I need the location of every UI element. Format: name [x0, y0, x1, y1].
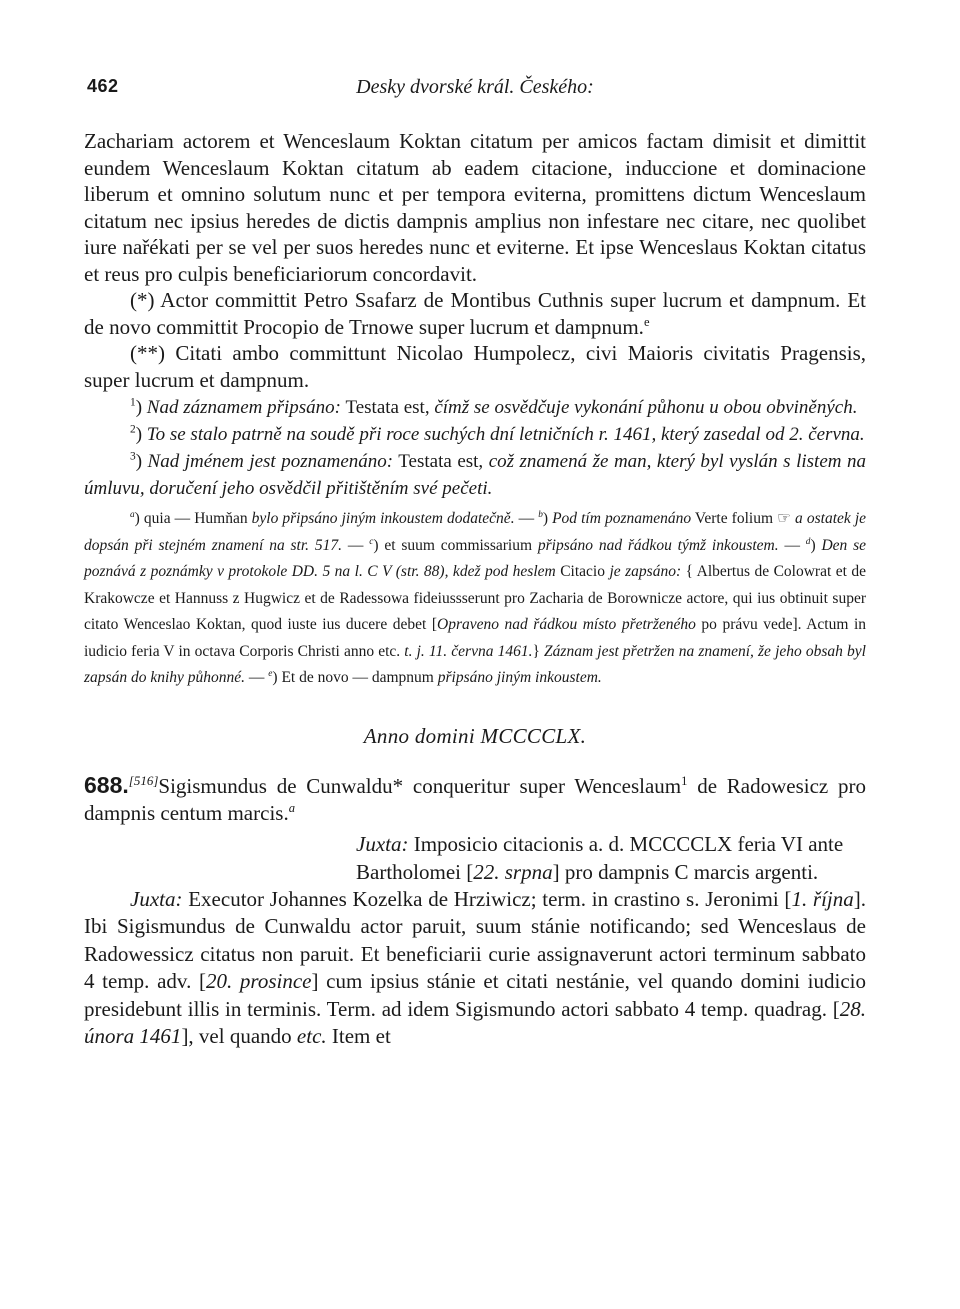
juxta-text: ] pro dampnis C marcis argenti.	[552, 859, 819, 884]
page	[84, 76, 866, 1051]
footnote-italic: Nad záznamem připsáno:	[146, 397, 342, 418]
variant-mark: e	[268, 668, 273, 679]
entry-heading	[84, 767, 866, 828]
juxta-text: ], vel quando	[181, 1024, 292, 1048]
footnote-italic: Nad jménem jest poznamenáno:	[147, 451, 394, 472]
footnote-italic: čímž se osvědčuje vykonání půhonu u obou obviněných.	[434, 397, 858, 418]
footnote-mark: 3	[130, 450, 136, 463]
paragraph-2	[84, 287, 866, 340]
page-number: 462	[87, 76, 119, 96]
vn-italic: Záznam jest přetržen na znamení, že jeho obsah byl zapsán do knihy půhonné.	[84, 642, 866, 686]
note-mark: (**)	[130, 341, 165, 365]
vn-roman: quia — Humňan	[143, 510, 248, 527]
juxta-block-2	[84, 886, 866, 1051]
paragraph-1: Zachariam actorem et Wenceslaum Koktan citatum per amicos factam dimisit et dimittit eundem Wenceslaum Koktan citatum ab eadem citacione, induccione et dominacione liberum et omnino solutum nunc et per tempora eviterna, promittens dictum Wenceslaum citatum nec ipsius heredes de dictis dampnis amplius non infestare nec citare, nec quolibet iure nařékati per se vel per suos heredes nunc et eviterne. Et ipse Wenceslaus Koktan citatus et reus pro culpis beneficiariorum concordavit.	[84, 129, 866, 286]
juxta-date: 22. srpna	[473, 859, 553, 884]
footnote-3: $^3$) Nad jménem jest poznamenáno: Testata est, což znamená že man, který byl vyslán s listem na úmluvu, doručení jeho osvědčil přitištěním své pečeti.	[84, 450, 866, 499]
juxta-label: Juxta:	[356, 831, 409, 856]
variant-mark: b	[538, 509, 543, 520]
vn-roman: po právu vede]. Actum in iudicio feria V in octava Corporis Christi anno etc.	[84, 616, 866, 660]
vn-italic: Opraveno nad řádkou místo přetrženého	[437, 616, 696, 633]
footnote-roman: Testata est,	[345, 397, 430, 418]
footnote-mark: 1	[130, 396, 136, 409]
running-head: Desky dvorské král. Českého:	[356, 76, 594, 98]
entry-ref: [516]	[128, 772, 159, 788]
page-header	[84, 76, 866, 104]
juxta-etc: etc.	[296, 1024, 327, 1048]
footnote-2: $^2$) To se stalo patrně na soudě při roce suchých dní letničních r. 1461, který zasedal od 2. června.	[130, 423, 865, 445]
vn-italic: bylo připsáno jiným inkoustem dodatečně.	[251, 510, 515, 527]
juxta-label: Juxta:	[130, 886, 183, 911]
variant-mark: a	[288, 801, 295, 815]
juxta-date: 28. února 1461	[84, 996, 866, 1048]
vn-roman: et suum commissarium	[384, 536, 533, 554]
main-text	[84, 128, 866, 393]
variant-mark: d	[805, 536, 811, 547]
footnote-mark: 1	[681, 773, 688, 788]
variant-mark-e: e	[643, 314, 650, 329]
juxta-date: 1. října	[791, 886, 854, 911]
variant-notes	[84, 506, 866, 692]
variant-mark: c	[369, 536, 374, 547]
footnote-italic: což znamená že man, který byl vyslán s listem na úmluvu, doručení jeho osvědčil přitištěním své pečeti.	[84, 451, 866, 499]
vn-italic: připsáno nad řádkou týmž inkoustem.	[537, 536, 779, 554]
note-mark: (*)	[130, 288, 155, 312]
footnotes	[84, 394, 866, 502]
vn-italic: je zapsáno:	[609, 563, 682, 580]
footnote-italic: To se stalo patrně na soudě při roce suchých dní letničních r. 1461, který zasedal od 2. června.	[146, 424, 865, 445]
paragraph-3-text: Citati ambo committunt Nicolao Humpolecz, civi Maioris civitatis Pragensis, super lucrum et dampnum.	[84, 341, 867, 392]
vn-roman: Verte folium	[694, 510, 774, 527]
juxta-text: Item et	[331, 1024, 391, 1048]
juxta-text: ]. Ibi Sigismundus de Cunwaldu actor paruit, suum stánie notificando; sed Wenceslaus de Radowessicz citatus non paruit. Et beneficiarii curie assignaverunt actori terminum sabbato 4 temp. adv. [	[84, 886, 867, 993]
footnote-1: $^1$) Nad záznamem připsáno: Testata est, čímž se osvědčuje vykonání půhonu u obou obviněných.	[130, 396, 858, 418]
juxta-block-1	[356, 830, 866, 886]
entry-text: Sigismundus de Cunwaldu* conqueritur super Wenceslaum	[158, 773, 682, 798]
footnote-mark: 2	[130, 423, 136, 436]
paragraph-2-text: Actor committit Petro Ssafarz de Montibus Cuthnis super lucrum et dampnum. Et de novo committit Procopio de Trnowe super lucrum et dampnum.	[84, 288, 866, 339]
juxta-date: 20. prosince	[206, 969, 312, 993]
vn-roman: Et de novo — dampnum	[281, 669, 434, 686]
vn-italic: t. j. 11. června 1461.	[404, 642, 533, 660]
paragraph-3	[84, 340, 866, 393]
vn-roman: Albertus de Colowrat et de Krakowcze et Hannuss z Hugwicz et de Radessowa fideiussserunt pro Zacharia de Borownicze actore, qui ius obtinuit super citato Wenceslao Koktan, quod iuste ius ducere debet [	[84, 563, 867, 633]
vn-italic: Pod tím poznamenáno	[552, 510, 692, 527]
vn-roman: Citacio	[560, 563, 605, 580]
section-heading: Anno domini MCCCCLX.	[363, 723, 587, 748]
juxta-text: ] cum ipsius stánie et citati nestánie, vel quando domini iudicio presidebunt illis in terminis. Term. ad idem Sigismundo actori sabbato 4 temp. quadrag. [	[84, 969, 866, 1021]
vn-italic: a ostatek je dopsán při stejném znamení na str. 517.	[84, 510, 867, 554]
vn-italic: připsáno jiným inkoustem.	[437, 669, 602, 686]
juxta-text: Executor Johannes Kozelka de Hrziwicz; term. in crastino s. Jeronimi [	[188, 886, 792, 911]
variant-notes-text: $^a$) quia — Humňan bylo připsáno jiným inkoustem dodatečně. — $^b$) Pod tím poznamenáno Verte folium ☞ a ostatek je dopsán při stejném znamení na str. 517. — $^c$) et suum commissarium připsáno nad řádkou týmž inkoustem. — $^d$) Den se poznává z poznámky v protokole DD. 5 na l. C V (str. 88), kdež pod heslem Citacio je zapsáno: { Albertus de Colowrat et de Krakowcze et Hannuss z Hugwicz et de Radessowa fideiussserunt pro Zacharia de Borownicze actore, qui ius obtinuit super citato Wenceslao Koktan, quod iuste ius ducere debet [Opraveno nad řádkou místo přetrženého po právu vede]. Actum in iudicio feria V in octava Corporis Christi anno etc. t. j. 11. června 1461.} Záznam jest přetržen na znamení, že jeho obsah byl zapsán do knihy půhonné. — $^e$) Et de novo — dampnum připsáno jiným inkoustem.	[84, 509, 867, 686]
juxta-text: Imposicio citacionis a. d. MCCCCLX feria VI ante Bartholomei [	[356, 831, 844, 884]
footnote-roman: Testata est,	[398, 451, 484, 472]
vn-italic: Den se poznává z poznámky v protokole DD. 5 na l. C V (str. 88), kdež pod heslem	[84, 536, 867, 580]
entry-text: de Radowesicz pro dampnis centum marcis.	[84, 773, 867, 825]
variant-mark: a	[130, 509, 135, 520]
entry-number: 688.	[84, 771, 129, 798]
entry-688	[84, 767, 866, 828]
pointing-hand-icon: ☞	[777, 510, 791, 527]
